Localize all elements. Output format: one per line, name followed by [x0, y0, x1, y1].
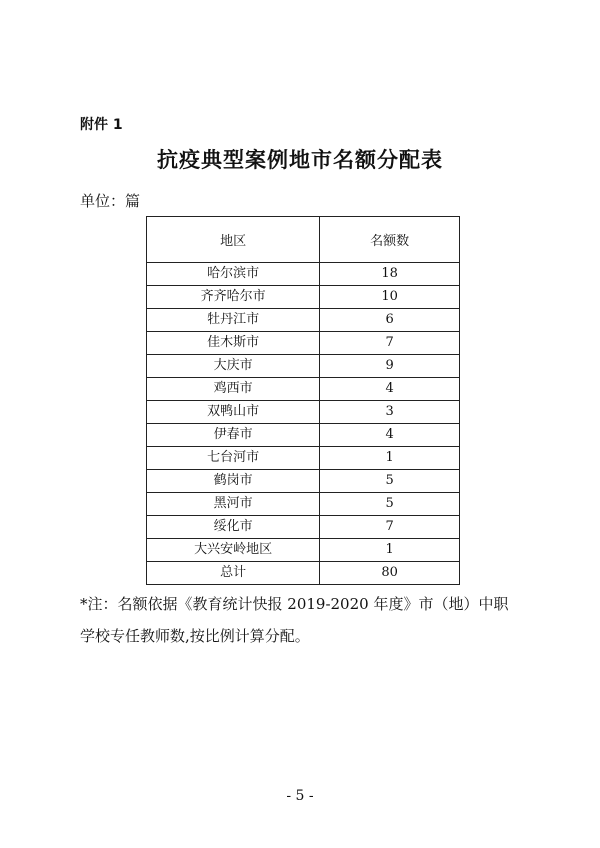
table-row: [147, 332, 460, 355]
table-row: [147, 493, 460, 516]
table-row: [147, 378, 460, 401]
region-cell: 牡丹江市: [147, 309, 320, 332]
region-cell: 鸡西市: [147, 378, 320, 401]
region-cell: 佳木斯市: [147, 332, 320, 355]
quota-cell: 6: [320, 309, 460, 332]
region-cell: 大庆市: [147, 355, 320, 378]
region-cell: 大兴安岭地区: [147, 539, 320, 562]
quota-cell: 7: [320, 516, 460, 539]
attachment-label: 附件 1: [80, 117, 123, 133]
footnote: [80, 588, 540, 652]
table-row: [147, 401, 460, 424]
quota-cell: 1: [320, 447, 460, 470]
region-cell: 七台河市: [147, 447, 320, 470]
region-cell: 总计: [147, 562, 320, 585]
page-title: 抗疫典型案例地市名额分配表: [157, 147, 443, 172]
quota-cell: 7: [320, 332, 460, 355]
table-row: [147, 539, 460, 562]
quota-cell: 9: [320, 355, 460, 378]
quota-cell: 80: [320, 562, 460, 585]
table-row: [147, 447, 460, 470]
quota-cell: 10: [320, 286, 460, 309]
table-row: [147, 424, 460, 447]
quota-cell: 4: [320, 378, 460, 401]
region-cell: 哈尔滨市: [147, 263, 320, 286]
region-cell: 绥化市: [147, 516, 320, 539]
region-cell: 伊春市: [147, 424, 320, 447]
table-row: [147, 562, 460, 585]
table-row: [147, 263, 460, 286]
table-header-row: [147, 217, 460, 263]
unit-label: 单位：篇: [80, 192, 141, 210]
table-row: [147, 516, 460, 539]
quota-cell: 1: [320, 539, 460, 562]
quota-cell: 5: [320, 493, 460, 516]
table-row: [147, 470, 460, 493]
quota-cell: 3: [320, 401, 460, 424]
region-cell: 双鸭山市: [147, 401, 320, 424]
region-cell: 齐齐哈尔市: [147, 286, 320, 309]
column-header-region: 地区: [147, 217, 320, 263]
footnote-line-2: 学校专任教师数,按比例计算分配。: [80, 627, 310, 645]
footnote-line-1: *注：名额依据《教育统计快报 2019-2020 年度》市（地）中职: [80, 595, 509, 613]
region-cell: 鹤岗市: [147, 470, 320, 493]
region-cell: 黑河市: [147, 493, 320, 516]
column-header-quota: 名额数: [320, 217, 460, 263]
table-row: [147, 309, 460, 332]
table-body: [147, 263, 460, 585]
table-row: [147, 286, 460, 309]
quota-cell: 5: [320, 470, 460, 493]
quota-table: [146, 216, 460, 585]
quota-cell: 18: [320, 263, 460, 286]
table-row: [147, 355, 460, 378]
quota-cell: 4: [320, 424, 460, 447]
page-number: - 5 -: [286, 788, 314, 804]
